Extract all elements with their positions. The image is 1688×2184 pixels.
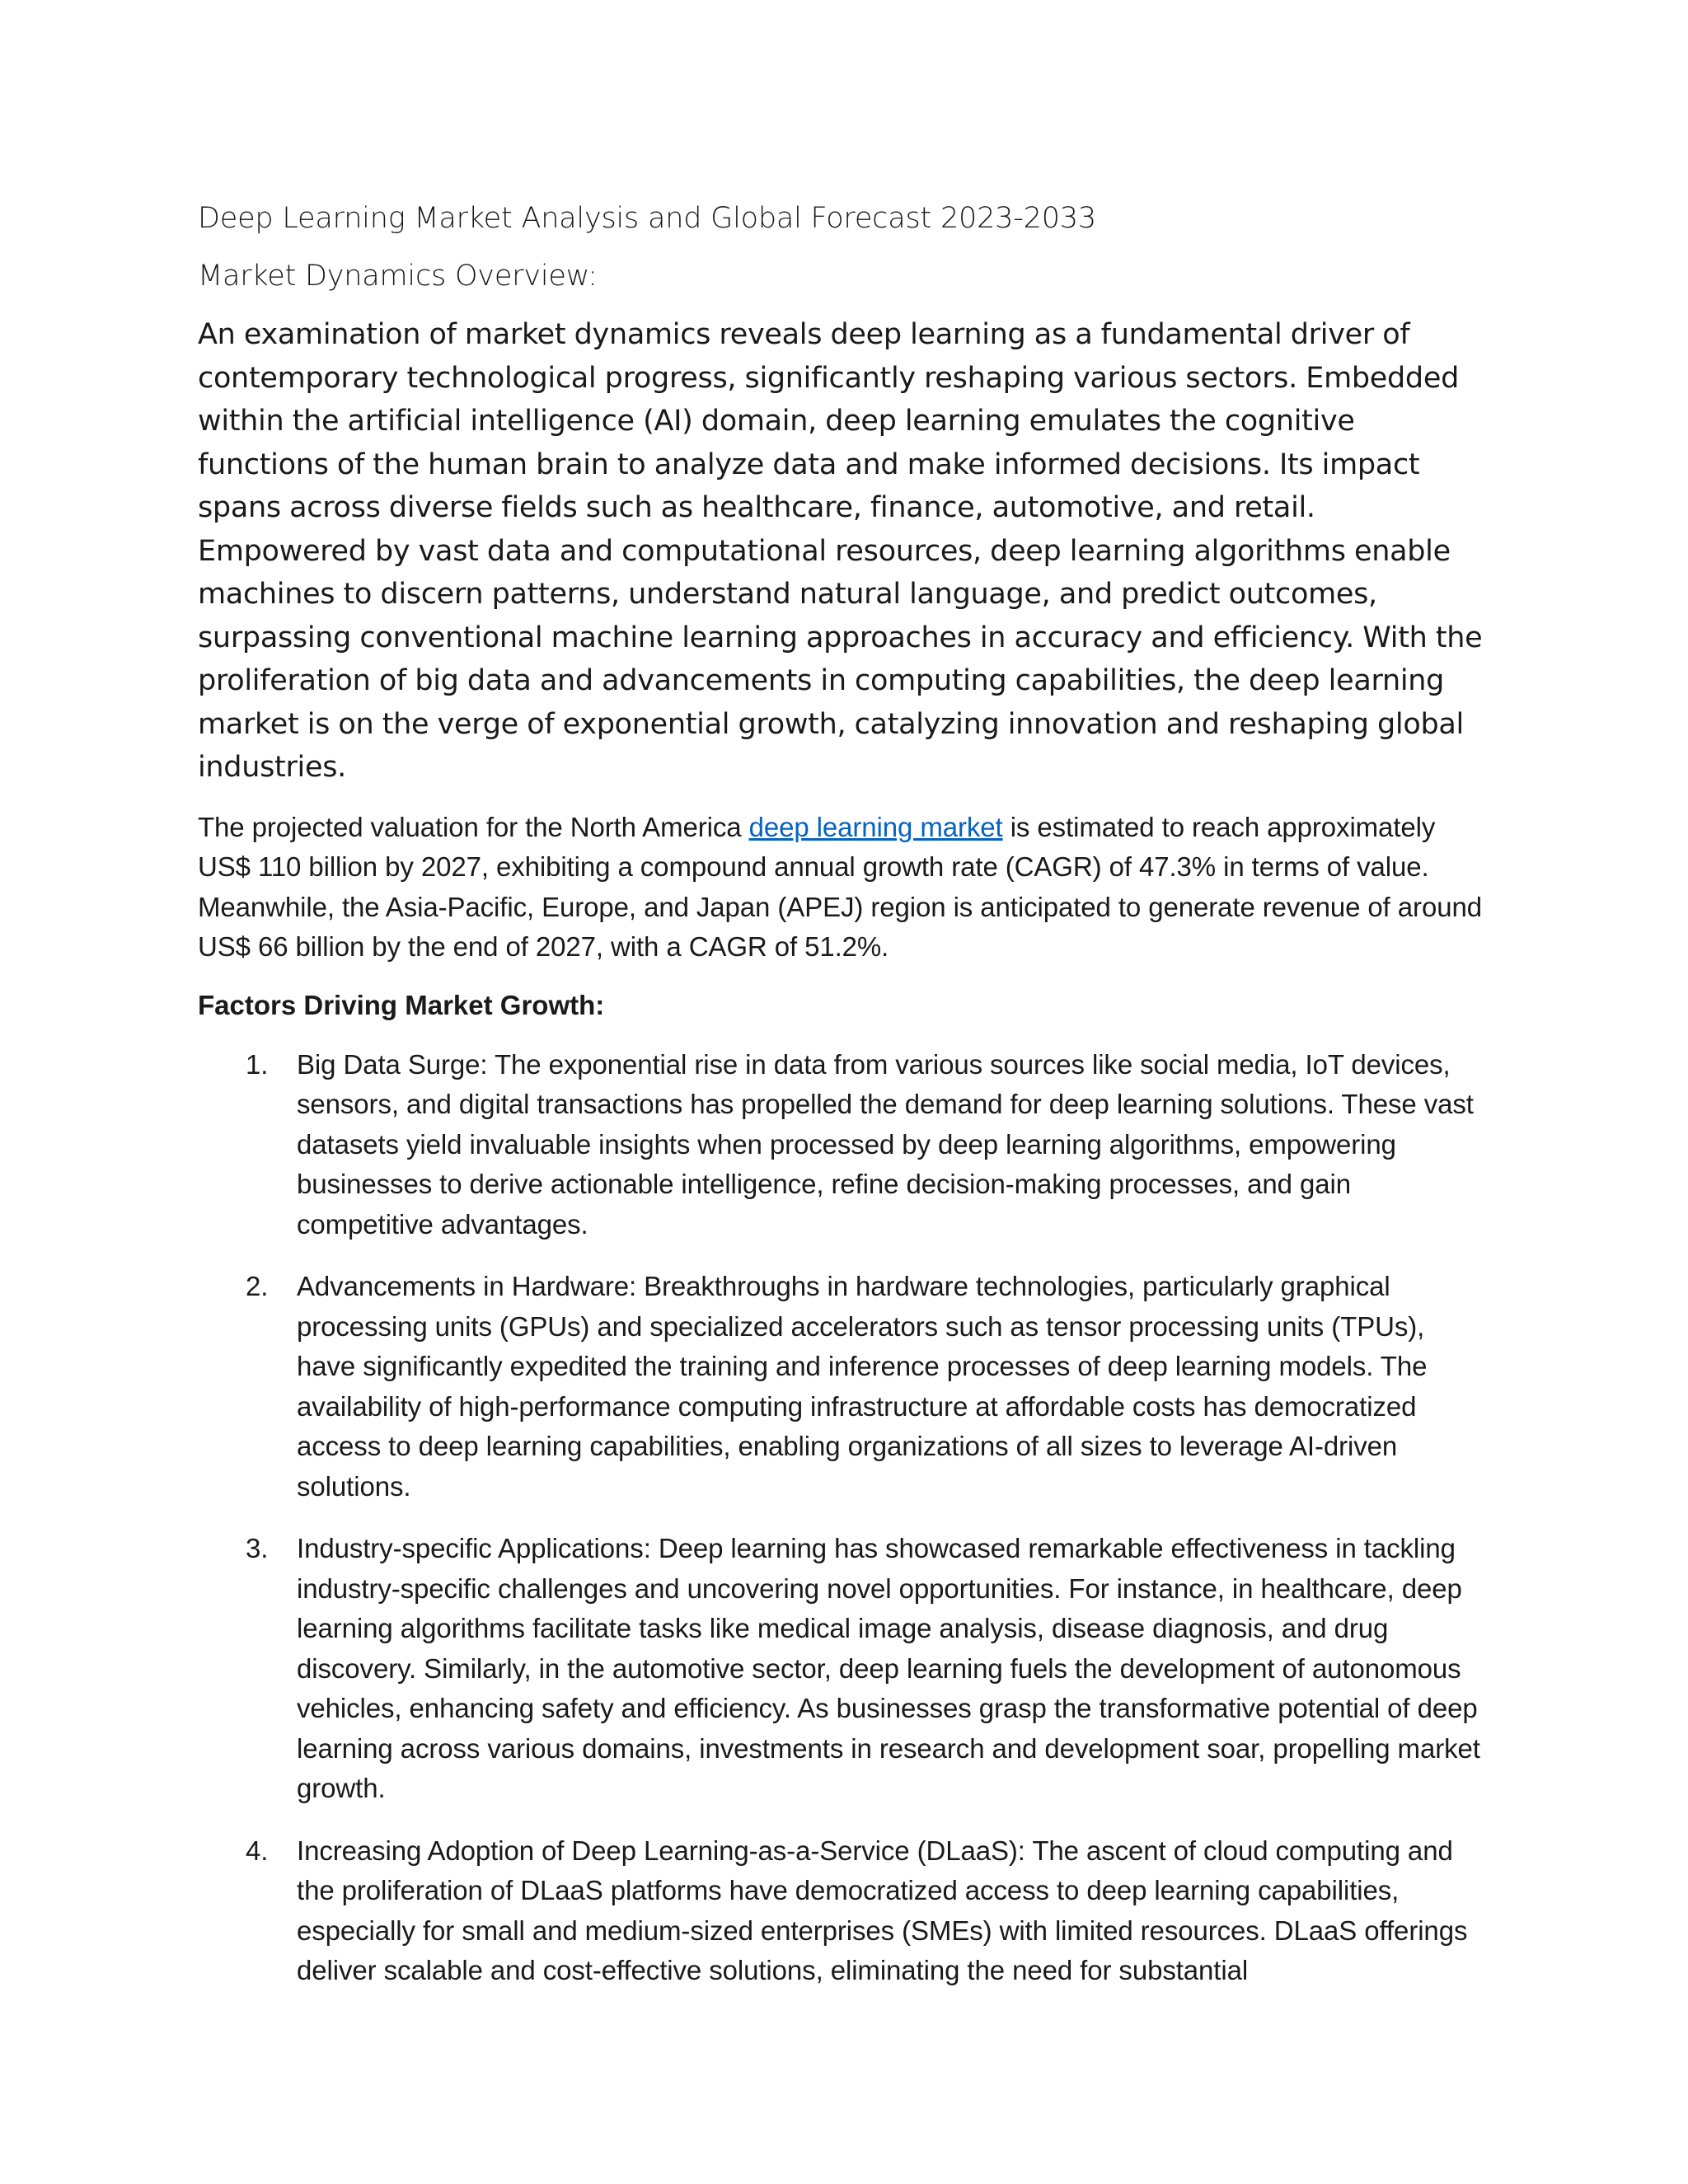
list-item-text: Increasing Adoption of Deep Learning-as-a-Service (DLaaS): The ascent of cloud computing and the proliferation of DLaaS platforms have democratized access to deep learning capabilities, especially for small and medium-sized enterprises (SMEs) with limited resources. DLaaS offerings deliver scalable and cost-effective solutions, eliminating the need for substantial: [297, 1835, 1468, 1985]
list-item-number: 3.: [246, 1533, 269, 1563]
list-item-text: Industry-specific Applications: Deep learning has showcased remarkable effectiveness in tackling industry-specific challenges and uncovering novel opportunities. For instance, in healthcare, deep learning algorithms facilitate tasks like medical image analysis, disease diagnosis, and drug discovery. Similarly, in the automotive sector, deep learning fuels the development of autonomous vehicles, enhancing safety and efficiency. As businesses grasp the transformative potential of deep learning across various domains, investments in research and development soar, propelling market growth.: [297, 1533, 1480, 1803]
list-item: [198, 1045, 1484, 1245]
list-item: [198, 1529, 1484, 1809]
list-item-number: 1.: [246, 1048, 269, 1080]
list-item-number: 2.: [246, 1271, 269, 1301]
section-subtitle: Market Dynamics Overview:: [198, 260, 598, 293]
valuation-text-before-link: The projected valuation for the North America: [198, 811, 749, 842]
list-item-text: Big Data Surge: The exponential rise in data from various sources like social media, IoT devices, sensors, and digital transactions has propelled the demand for deep learning solutions. These vast datasets yield invaluable insights when processed by deep learning algorithms, empowering businesses to derive actionable intelligence, refine decision-making processes, and gain competitive advantages.: [297, 1048, 1474, 1240]
factors-list: [198, 1045, 1484, 1991]
list-item: [198, 1267, 1484, 1507]
intro-paragraph: An examination of market dynamics reveals deep learning as a fundamental driver of contemporary technological progress, significantly reshaping various sectors. Embedded within the artificial intelligence (AI) domain, deep learning emulates the cognitive functions of the human brain to analyze data and make informed decisions. Its impact spans across diverse fields such as healthcare, finance, automotive, and retail. Empowered by vast data and computational resources, deep learning algorithms enable machines to discern patterns, understand natural language, and predict outcomes, surpassing conventional machine learning approaches in accuracy and efficiency. With the proliferation of big data and advancements in computing capabilities, the deep learning market is on the verge of exponential growth, catalyzing innovation and reshaping global industries.: [198, 318, 1483, 784]
list-item-number: 4.: [246, 1835, 269, 1866]
valuation-text-after-link: is estimated to reach approximately US$ 110 billion by 2027, exhibiting a compound annual growth rate (CAGR) of 47.3% in terms of value. Meanwhile, the Asia-Pacific, Europe, and Japan (APEJ) region is anticipated to generate revenue of around US$ 66 billion by the end of 2027, with a CAGR of 51.2%.: [198, 811, 1482, 962]
document-title: Deep Learning Market Analysis and Global Forecast 2023-2033: [198, 202, 1096, 235]
document-page: [198, 198, 1484, 2013]
list-item: [198, 1831, 1484, 1991]
valuation-paragraph: [198, 808, 1484, 968]
factors-heading: Factors Driving Market Growth:: [198, 989, 605, 1020]
deep-learning-market-link[interactable]: deep learning market: [748, 811, 1003, 842]
list-item-text: Advancements in Hardware: Breakthroughs in hardware technologies, particularly graphical processing units (GPUs) and specialized accelerators such as tensor processing units (TPUs), have significantly expedited the training and inference processes of deep learning models. The availability of high-performance computing infrastructure at affordable costs has democratized access to deep learning capabilities, enabling organizations of all sizes to leverage AI-driven solutions.: [297, 1271, 1428, 1502]
